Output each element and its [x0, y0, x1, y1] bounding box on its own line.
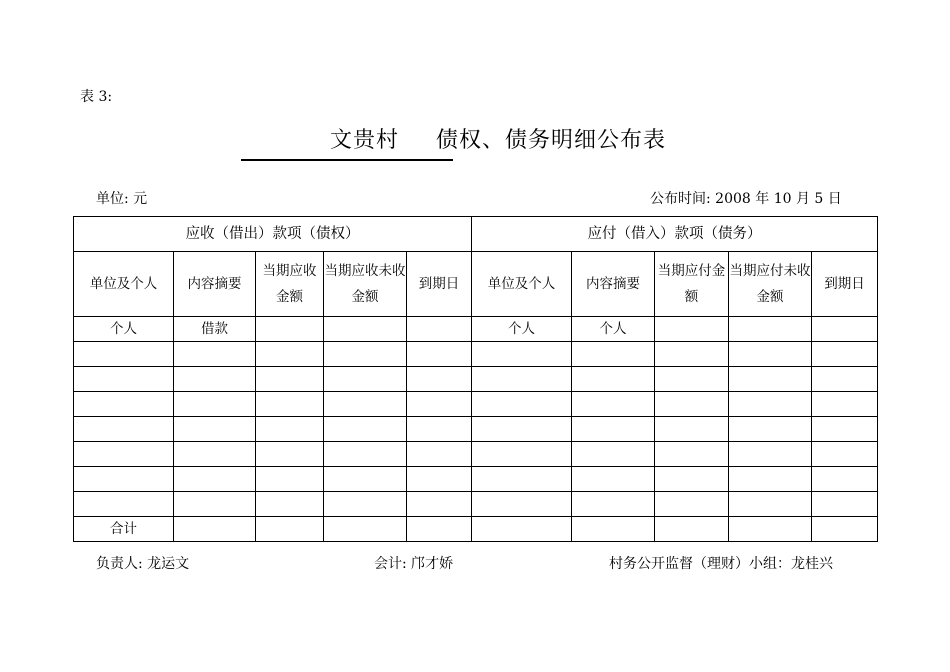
- table-cell: [407, 517, 472, 542]
- footer-responsible-person: 负责人: 龙运文: [96, 556, 190, 572]
- table-cell: [655, 442, 729, 467]
- table-cell: [256, 367, 324, 392]
- table-cell: [174, 342, 256, 367]
- table-cell: [256, 467, 324, 492]
- table-cell: [812, 317, 878, 342]
- table-cell: [812, 367, 878, 392]
- col-current-receivable: 当期应收金额: [256, 252, 324, 317]
- table-cell: [472, 517, 572, 542]
- table-row: [74, 392, 878, 417]
- table-cell: [655, 342, 729, 367]
- col-current-receivable-outstanding: 当期应收未收金额: [324, 252, 407, 317]
- table-cell: [74, 342, 174, 367]
- table-cell: [655, 517, 729, 542]
- table-cell: [729, 317, 812, 342]
- col-summary: 内容摘要: [174, 252, 256, 317]
- table-cell: [256, 417, 324, 442]
- col-due-date: 到期日: [812, 252, 878, 317]
- table-cell: [174, 417, 256, 442]
- table-cell: [256, 517, 324, 542]
- table-cell: [324, 367, 407, 392]
- footer-accountant: 会计: 邝才娇: [374, 556, 454, 572]
- table-cell: 个人: [572, 317, 655, 342]
- table-cell: [655, 392, 729, 417]
- col-current-payable-outstanding: 当期应付未收金额: [729, 252, 812, 317]
- table-cell: [256, 342, 324, 367]
- table-cell: [407, 442, 472, 467]
- page-title: [330, 123, 666, 154]
- table-cell: [324, 517, 407, 542]
- table-cell: [729, 342, 812, 367]
- col-current-payable: 当期应付金额: [655, 252, 729, 317]
- table-cell: [472, 417, 572, 442]
- table-number-label: 表 3:: [80, 89, 113, 105]
- table-row: [74, 492, 878, 517]
- table-cell: [324, 492, 407, 517]
- ledger-body: [74, 317, 878, 542]
- total-row: [74, 517, 878, 542]
- table-row: [74, 317, 878, 342]
- payable-group-header: 应付（借入）款项（债务）: [472, 217, 878, 252]
- table-cell: [472, 492, 572, 517]
- table-cell: [407, 417, 472, 442]
- table-cell: [324, 417, 407, 442]
- table-cell: [655, 492, 729, 517]
- col-unit-person: 单位及个人: [74, 252, 174, 317]
- table-cell: [74, 467, 174, 492]
- table-cell: [407, 467, 472, 492]
- table-cell: [572, 392, 655, 417]
- table-cell: [74, 442, 174, 467]
- debt-ledger-table: [73, 216, 878, 542]
- table-cell: [655, 317, 729, 342]
- table-cell: 个人: [74, 317, 174, 342]
- table-cell: [472, 392, 572, 417]
- table-cell: [74, 392, 174, 417]
- title-village-name: 文贵村: [330, 128, 400, 153]
- table-cell: [812, 492, 878, 517]
- col-summary: 内容摘要: [572, 252, 655, 317]
- table-cell: [812, 417, 878, 442]
- table-cell: [572, 492, 655, 517]
- table-cell: 借款: [174, 317, 256, 342]
- table-row: [74, 342, 878, 367]
- table-cell: [655, 467, 729, 492]
- col-due-date: 到期日: [407, 252, 472, 317]
- table-cell: [472, 342, 572, 367]
- table-cell: [324, 342, 407, 367]
- table-cell: [74, 492, 174, 517]
- table-cell: [729, 492, 812, 517]
- title-underline: [241, 159, 453, 161]
- footer-supervision-group: 村务公开监督（理财）小组：龙桂兴: [609, 556, 833, 572]
- table-cell: [256, 492, 324, 517]
- table-cell: [655, 417, 729, 442]
- table-cell: [324, 392, 407, 417]
- table-cell: [407, 317, 472, 342]
- table-cell: [174, 442, 256, 467]
- table-cell: [472, 467, 572, 492]
- table-row: [74, 467, 878, 492]
- table-cell: [572, 517, 655, 542]
- title-main-text: 债权、债务明细公布表: [436, 128, 667, 153]
- table-cell: [324, 442, 407, 467]
- table-cell: [407, 367, 472, 392]
- table-cell: [256, 317, 324, 342]
- table-cell: [729, 517, 812, 542]
- table-cell: [572, 367, 655, 392]
- table-cell: [472, 442, 572, 467]
- table-row: [74, 442, 878, 467]
- table-cell: [572, 417, 655, 442]
- table-cell: [407, 492, 472, 517]
- col-unit-person: 单位及个人: [472, 252, 572, 317]
- table-cell: [174, 392, 256, 417]
- table-cell: [812, 467, 878, 492]
- table-cell: [572, 467, 655, 492]
- table-cell: [74, 417, 174, 442]
- table-cell: [729, 442, 812, 467]
- table-cell: [407, 342, 472, 367]
- table-cell: [324, 467, 407, 492]
- table-cell: [812, 517, 878, 542]
- table-cell: 个人: [472, 317, 572, 342]
- table-cell: [256, 392, 324, 417]
- column-header-row: [74, 252, 878, 317]
- group-header-row: [74, 217, 878, 252]
- table-cell: [729, 367, 812, 392]
- table-cell: [729, 392, 812, 417]
- table-cell: [472, 367, 572, 392]
- table-cell: [572, 442, 655, 467]
- table-cell: [812, 342, 878, 367]
- table-cell: [572, 342, 655, 367]
- table-cell: [812, 442, 878, 467]
- table-row: [74, 367, 878, 392]
- table-row: [74, 417, 878, 442]
- table-cell: [256, 442, 324, 467]
- table-cell: [174, 467, 256, 492]
- table-cell: [174, 517, 256, 542]
- table-cell: [729, 467, 812, 492]
- table-cell: 合计: [74, 517, 174, 542]
- publish-date: 公布时间: 2008 年 10 月 5 日: [650, 191, 842, 207]
- receivable-group-header: 应收（借出）款项（债权）: [74, 217, 472, 252]
- table-cell: [655, 367, 729, 392]
- unit-label: 单位: 元: [96, 191, 148, 207]
- table-cell: [729, 417, 812, 442]
- table-cell: [812, 392, 878, 417]
- table-cell: [174, 492, 256, 517]
- table-cell: [74, 367, 174, 392]
- table-cell: [407, 392, 472, 417]
- table-cell: [324, 317, 407, 342]
- table-cell: [174, 367, 256, 392]
